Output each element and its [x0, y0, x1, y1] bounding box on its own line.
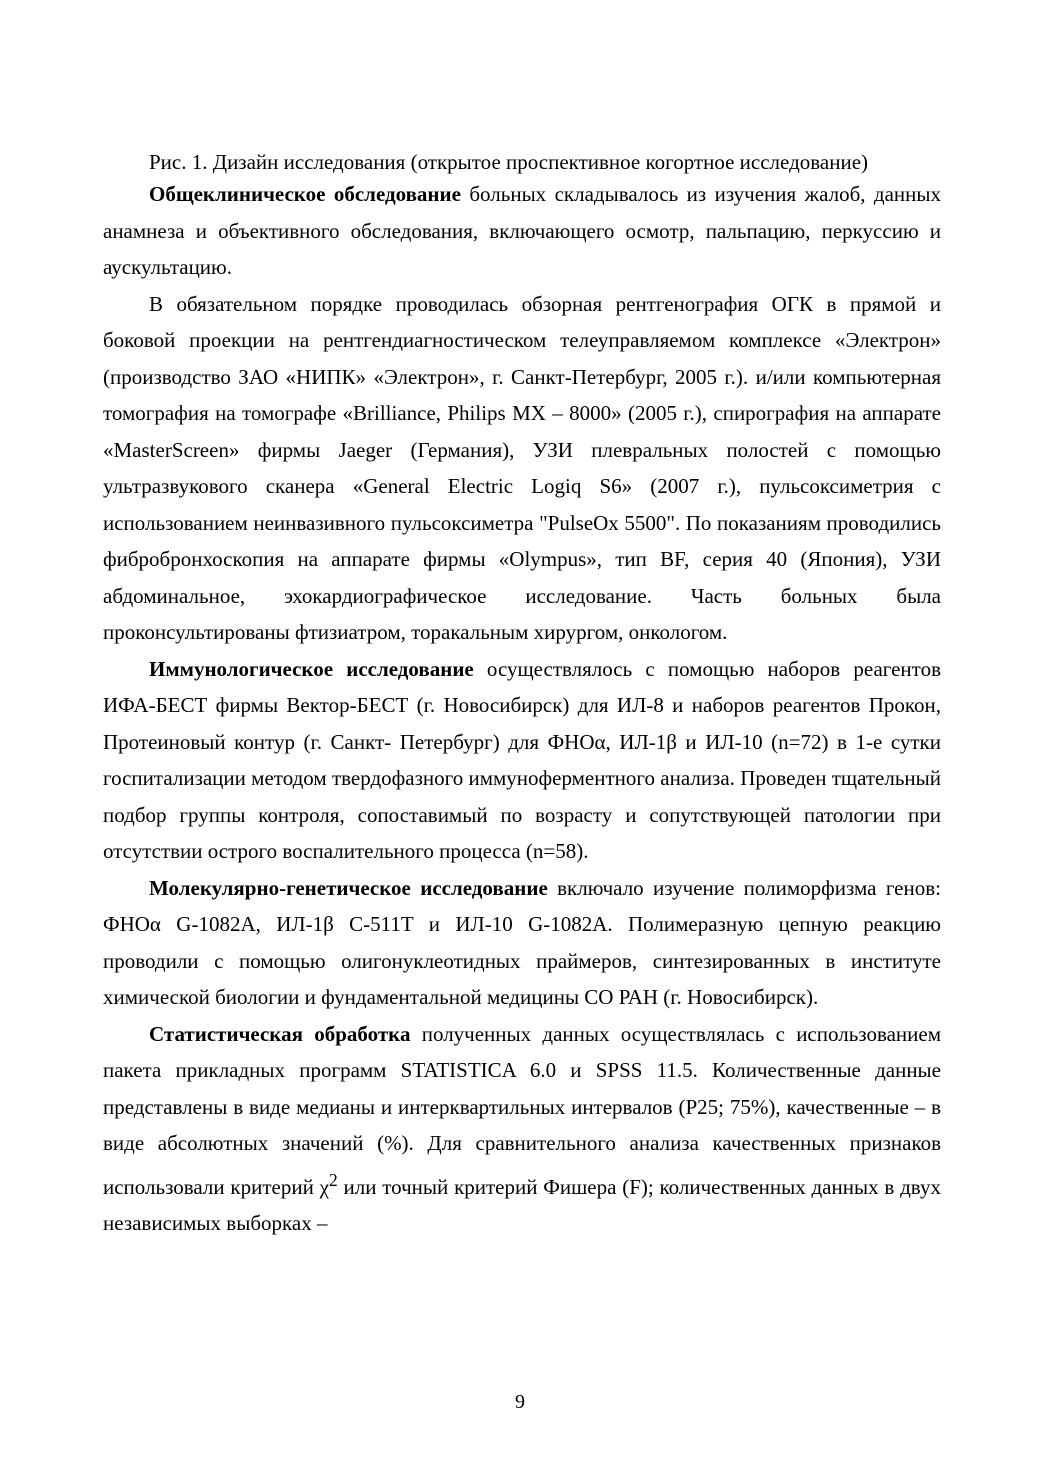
chi-square-superscript: 2 [328, 1169, 338, 1190]
paragraph-text-continued: или точный критерий Фишера (F); количественных данных в двух независимых выборках – [103, 1174, 941, 1235]
paragraph-text: включало изучение полиморфизма генов: ФНОα G-1082A, ИЛ-1β C-511T и ИЛ-10 G-1082A. Полимеразную цепную реакцию проводили с помощью олигонуклеотидных праймеров, синтезированных в институте химической биологии и фундаментальной медицины СО РАН (г. Новосибирск). [103, 875, 941, 1009]
paragraph-text: больных складывалось из изучения жалоб, данных анамнеза и объективного обследования, включающего осмотр, пальпацию, перкуссию и аускультацию. [103, 182, 942, 279]
paragraph-heading: Общеклиническое обследование [149, 182, 461, 206]
paragraph-general-exam [103, 176, 941, 286]
page-number: 9 [515, 1391, 525, 1413]
paragraph-molecular-genetic-study [103, 870, 941, 1016]
paragraph-heading: Иммунологическое исследование [149, 656, 474, 681]
paragraph-text: В обязательном порядке проводилась обзорная рентгенография ОГК в прямой и боковой проекции на рентгендиагностическом телеуправляемом комплексе «Электрон» (производство ЗАО «НИПК» «Электрон», г. Санкт-Петербург, 2005 г.). и/или компьютерная томография на томографе «Brilliance, Philips MX – 8000» (2005 г.), спирография на аппарате «MasterScreen» фирмы Jaeger (Германия), УЗИ плевральных полостей с помощью ультразвукового сканера «General Electric Logiq S6» (2007 г.), пульсоксиметрия с использованием неинвазивного пульсоксиметра "PulseOx 5500". По показаниям проводились фибробронхоскопия на аппарате фирмы «Olympus», тип BF, серия 40 (Япония), УЗИ абдоминальное, эхокардиографическое исследование. Часть больных была проконсультированы фтизиатром, торакальным хирургом, онкологом. [103, 291, 941, 644]
paragraph-text: полученных данных осуществлялась с использованием пакета прикладных программ STATISTICA 6.0 и SPSS 11.5. Количественные данные представлены в виде медианы и интерквартильных интервалов (P25; 75%), качественные – в виде абсолютных значений (%). Для сравнительного анализа качественных признаков использовали критерий χ [103, 1021, 941, 1199]
paragraph-text: осуществлялось с помощью наборов реагентов ИФА-БЕСТ фирмы Вектор-БЕСТ (г. Новосибирск) для ИЛ-8 и наборов реагентов Прокон, Протеиновый контур (г. Санкт- Петербург) для ФНОα, ИЛ-1β и ИЛ-10 (n=72) в 1-е сутки госпитализации методом твердофазного иммуноферментного анализа. Проведен тщательный подбор группы контроля, сопоставимый по возрасту и сопутствующей патологии при отсутствии острого воспалительного процесса (n=58). [103, 656, 941, 863]
paragraph-instrumental-exam [103, 286, 941, 651]
figure-caption: Рис. 1. Дизайн исследования (открытое проспективное когортное исследование) [149, 150, 869, 174]
document-body [103, 148, 941, 1242]
paragraph-immunological-study [103, 651, 941, 870]
paragraph-heading: Молекулярно-генетическое исследование [149, 875, 548, 900]
paragraph-heading: Статистическая обработка [149, 1021, 411, 1046]
paragraph-statistical-processing [103, 1016, 941, 1242]
